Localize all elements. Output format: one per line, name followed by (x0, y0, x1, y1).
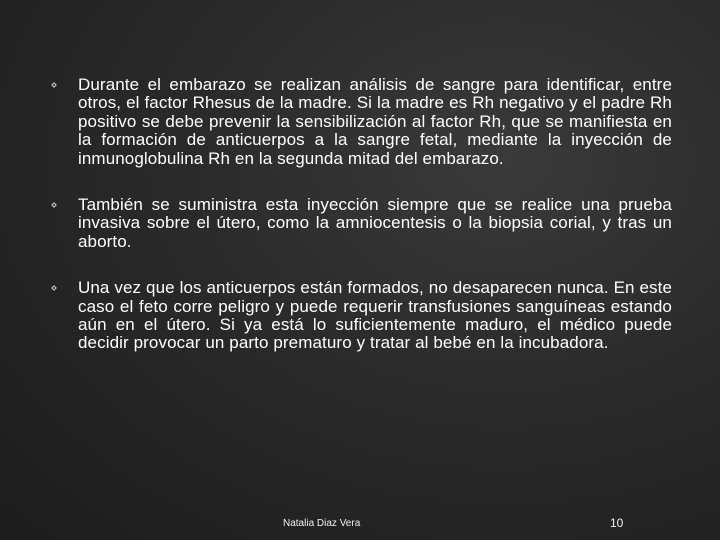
bullet-text: También se suministra esta inyección siempre que se realice una prueba invasiva sobre el útero, como la amniocentesis o la biopsia corial, y tras un aborto. (78, 195, 672, 251)
bullet-list (48, 76, 672, 381)
footer-author: Natalia Diaz Vera (283, 518, 361, 529)
bullet-text: Una vez que los anticuerpos están formados, no desaparecen nunca. En este caso el feto corre peligro y puede requerir transfusiones sanguíneas estando aún en el útero. Si ya está lo suficientemente maduro, el médico puede decidir provocar un parto prematuro y tratar al bebé en la incubadora. (78, 278, 672, 353)
bullet-item (48, 76, 672, 168)
bullet-text: Durante el embarazo se realizan análisis de sangre para identificar, entre otros, el factor Rhesus de la madre. Si la madre es Rh negativo y el padre Rh positivo se debe prevenir la sensibilización al factor Rh, que se manifiesta en la formación de anticuerpos a la sangre fetal, mediante la inyección de inmunoglobulina Rh en la segunda mitad del embarazo. (78, 75, 672, 168)
page-number: 10 (610, 516, 624, 530)
diamond-bullet-icon (52, 286, 57, 291)
diamond-bullet-icon (52, 83, 57, 88)
bullet-item (48, 279, 672, 353)
bullet-item (48, 196, 672, 251)
diamond-bullet-icon (52, 203, 57, 208)
